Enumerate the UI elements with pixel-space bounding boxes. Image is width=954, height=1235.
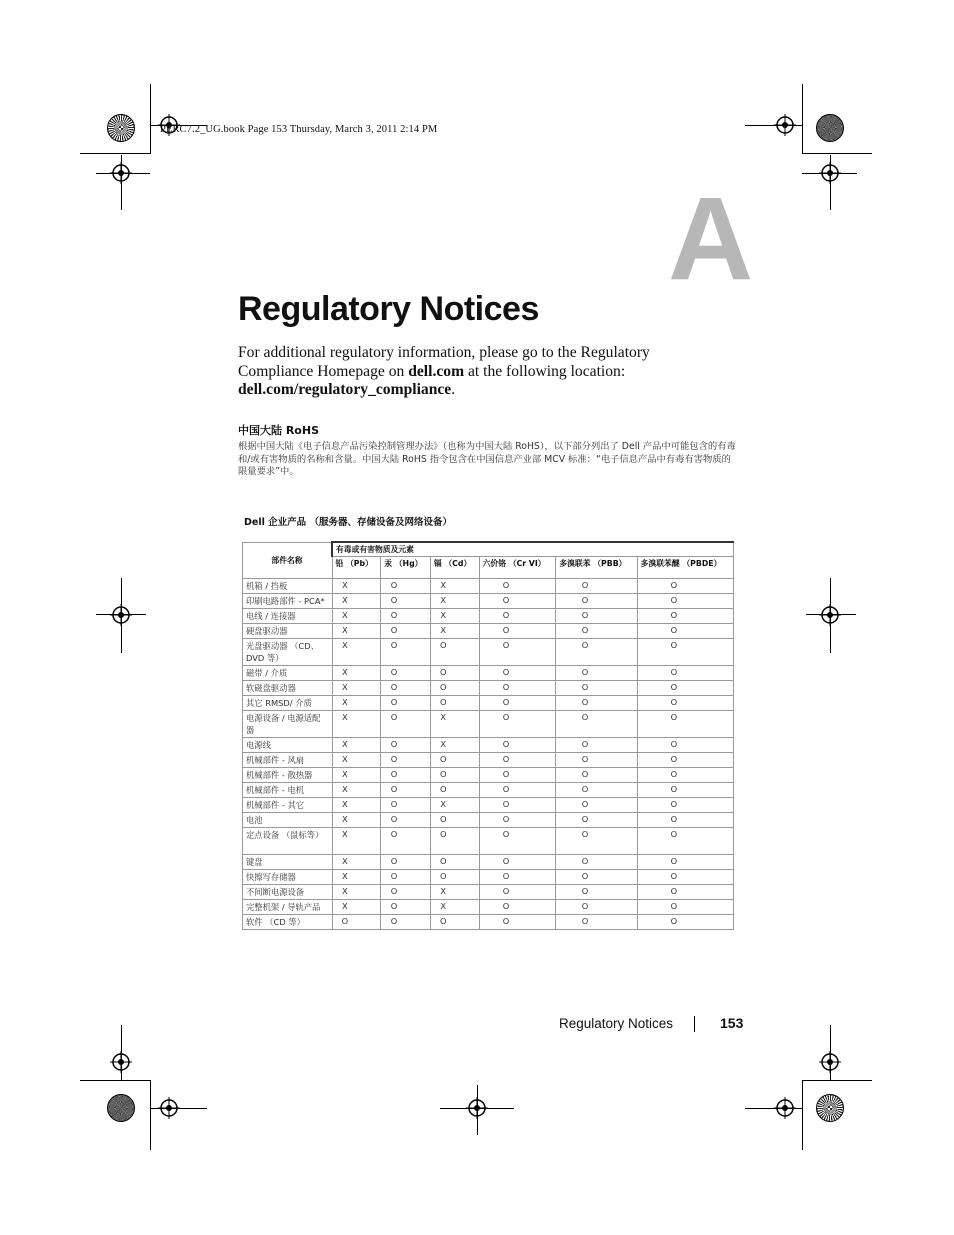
substance-value-cell: O	[381, 828, 431, 855]
substance-value-cell: O	[556, 579, 637, 594]
substance-value-cell: O	[430, 870, 479, 885]
substance-value-cell: X	[332, 696, 381, 711]
substance-value-cell: O	[637, 738, 733, 753]
intro-text: at the following location:	[464, 362, 626, 380]
registration-target-icon	[110, 1051, 132, 1073]
substance-header: 汞 （Hg）	[381, 557, 431, 579]
products-heading: Dell 企业产品 （服务器、存储设备及网络设备）	[244, 517, 452, 528]
rohs-paragraph: 根据中国大陆《电子信息产品污染控制管理办法》（也称为中国大陆 RoHS），以下部分列出了 Dell 产品中可能包含的有毒和/或有害物质的名称和含量。中国大陆 RoHS 指令包含在中国信息产业部 MCV 标准：“电子信息产品中有毒有害物质的限量要求”中。	[238, 441, 736, 477]
substance-value-cell: O	[430, 696, 479, 711]
substance-value-cell: O	[637, 855, 733, 870]
substance-value-cell: X	[430, 624, 479, 639]
part-name-cell: 电线 / 连接器	[243, 609, 333, 624]
table-row	[243, 828, 734, 855]
substance-value-cell: X	[332, 828, 381, 855]
substance-value-cell: O	[556, 768, 637, 783]
substance-value-cell: X	[332, 798, 381, 813]
substance-value-cell: O	[479, 870, 556, 885]
substance-value-cell: O	[637, 768, 733, 783]
footer-separator	[694, 1016, 695, 1032]
substance-value-cell: O	[479, 798, 556, 813]
substance-value-cell: X	[332, 885, 381, 900]
part-name-cell: 软磁盘驱动器	[243, 681, 333, 696]
substance-value-cell: O	[381, 798, 431, 813]
table-row	[243, 681, 734, 696]
substance-value-cell: O	[556, 624, 637, 639]
registration-target-icon	[774, 114, 796, 136]
part-name-cell: 硬盘驱动器	[243, 624, 333, 639]
substance-value-cell: X	[430, 885, 479, 900]
substance-value-cell: O	[637, 753, 733, 768]
substance-value-cell: O	[430, 639, 479, 666]
part-name-cell: 电池	[243, 813, 333, 828]
part-name-cell: 电源线	[243, 738, 333, 753]
substance-value-cell: X	[332, 783, 381, 798]
registration-target-icon	[158, 1097, 180, 1119]
substance-value-cell: O	[637, 915, 733, 930]
part-name-cell: 键盘	[243, 855, 333, 870]
substance-value-cell: O	[381, 900, 431, 915]
part-name-cell: 机械部件 - 散热器	[243, 768, 333, 783]
substance-value-cell: X	[430, 579, 479, 594]
substance-value-cell: X	[332, 753, 381, 768]
part-name-cell: 机箱 / 挡板	[243, 579, 333, 594]
substance-value-cell: O	[381, 639, 431, 666]
substance-value-cell: O	[479, 609, 556, 624]
part-name-cell: 电源设备 / 电源适配器	[243, 711, 333, 738]
substance-value-cell: O	[430, 753, 479, 768]
substance-value-cell: O	[556, 828, 637, 855]
substance-value-cell: O	[479, 711, 556, 738]
substance-value-cell: O	[556, 798, 637, 813]
regulatory-compliance-link[interactable]: dell.com/regulatory_compliance	[238, 381, 452, 398]
substance-value-cell: O	[637, 594, 733, 609]
substance-value-cell: O	[556, 855, 637, 870]
substance-value-cell: O	[479, 666, 556, 681]
table-row	[243, 579, 734, 594]
substance-value-cell: O	[556, 900, 637, 915]
substance-value-cell: O	[479, 624, 556, 639]
table-row	[243, 855, 734, 870]
substance-value-cell: O	[556, 594, 637, 609]
substance-value-cell: O	[556, 738, 637, 753]
substance-value-cell: O	[430, 783, 479, 798]
registration-target-icon	[819, 604, 841, 626]
substance-value-cell: O	[556, 885, 637, 900]
table-row	[243, 885, 734, 900]
substance-value-cell: O	[479, 681, 556, 696]
table-row	[243, 768, 734, 783]
substance-value-cell: O	[430, 681, 479, 696]
table-row	[243, 609, 734, 624]
substance-value-cell: O	[479, 753, 556, 768]
substance-value-cell: X	[332, 768, 381, 783]
substance-value-cell: O	[556, 813, 637, 828]
dell-com-link[interactable]: dell.com	[408, 362, 465, 380]
part-name-cell: 其它 RMSD/ 介质	[243, 696, 333, 711]
substance-value-cell: X	[332, 738, 381, 753]
substance-value-cell: O	[430, 813, 479, 828]
substance-value-cell: X	[332, 624, 381, 639]
substance-value-cell: O	[430, 666, 479, 681]
substances-group-header: 有毒或有害物质及元素	[332, 542, 734, 557]
substance-header: 六价铬 （Cr VI）	[479, 557, 556, 579]
table-row	[243, 915, 734, 930]
substance-value-cell: O	[637, 666, 733, 681]
substance-value-cell: O	[381, 696, 431, 711]
part-name-cell: 软件 （CD 等）	[243, 915, 333, 930]
substance-value-cell: O	[381, 681, 431, 696]
substance-header: 镉 （Cd）	[430, 557, 479, 579]
substance-header: 铅 （Pb）	[332, 557, 381, 579]
substance-value-cell: O	[637, 624, 733, 639]
table-row	[243, 594, 734, 609]
substance-value-cell: O	[381, 753, 431, 768]
starburst-target-icon	[107, 1094, 135, 1122]
substance-value-cell: O	[556, 870, 637, 885]
part-name-cell: 机械部件 - 电机	[243, 783, 333, 798]
substance-value-cell: O	[556, 696, 637, 711]
substance-value-cell: X	[332, 855, 381, 870]
table-row	[243, 813, 734, 828]
substance-value-cell: O	[381, 594, 431, 609]
registration-target-icon	[466, 1097, 488, 1119]
footer-section-label: Regulatory Notices	[559, 1016, 674, 1031]
rohs-table	[242, 541, 734, 930]
substance-value-cell: X	[430, 900, 479, 915]
substance-value-cell: X	[332, 900, 381, 915]
substance-value-cell: O	[637, 579, 733, 594]
substance-value-cell: X	[430, 798, 479, 813]
substance-value-cell: O	[479, 900, 556, 915]
substance-value-cell: O	[381, 711, 431, 738]
registration-target-icon	[110, 604, 132, 626]
substance-value-cell: O	[381, 579, 431, 594]
substance-value-cell: O	[479, 639, 556, 666]
page-title: Regulatory Notices	[238, 290, 539, 328]
substance-value-cell: O	[637, 900, 733, 915]
substance-value-cell: O	[381, 870, 431, 885]
chapter-letter: A	[668, 173, 754, 305]
substance-value-cell: O	[479, 915, 556, 930]
substance-value-cell: O	[381, 609, 431, 624]
substance-value-cell: O	[637, 813, 733, 828]
substance-value-cell: O	[556, 609, 637, 624]
substance-value-cell: O	[637, 885, 733, 900]
substance-value-cell: O	[479, 768, 556, 783]
substance-value-cell: X	[332, 579, 381, 594]
running-header: PERC7.2_UG.book Page 153 Thursday, March 3, 2011 2:14 PM	[160, 124, 438, 135]
part-name-cell: 不间断电源设备	[243, 885, 333, 900]
substance-value-cell: O	[430, 768, 479, 783]
substance-value-cell: O	[381, 666, 431, 681]
substance-value-cell: O	[381, 738, 431, 753]
substance-value-cell: X	[430, 711, 479, 738]
substance-value-cell: O	[556, 639, 637, 666]
substance-value-cell: O	[479, 594, 556, 609]
starburst-target-icon	[816, 1094, 844, 1122]
substance-value-cell: O	[430, 915, 479, 930]
substance-header: 多溴联苯醚 （PBDE）	[637, 557, 733, 579]
intro-text: .	[451, 381, 456, 398]
substance-value-cell: O	[381, 624, 431, 639]
part-name-cell: 印刷电路部件 - PCA*	[243, 594, 333, 609]
part-name-cell: 机械部件 - 风扇	[243, 753, 333, 768]
part-name-cell: 定点设备 （鼠标等）	[243, 828, 333, 855]
table-row	[243, 870, 734, 885]
substance-value-cell: O	[479, 828, 556, 855]
table-row	[243, 696, 734, 711]
registration-target-icon	[110, 162, 132, 184]
table-row	[243, 639, 734, 666]
substance-value-cell: O	[479, 855, 556, 870]
substance-value-cell: X	[332, 666, 381, 681]
part-name-cell: 快擦写存储器	[243, 870, 333, 885]
substance-value-cell: O	[637, 870, 733, 885]
substance-value-cell: O	[381, 885, 431, 900]
substance-value-cell: O	[430, 855, 479, 870]
table-row	[243, 624, 734, 639]
part-name-header: 部件名称	[243, 542, 333, 579]
substance-value-cell: O	[381, 813, 431, 828]
substance-value-cell: O	[556, 666, 637, 681]
substance-value-cell: O	[381, 783, 431, 798]
substance-value-cell: O	[637, 681, 733, 696]
substance-value-cell: X	[332, 681, 381, 696]
substance-value-cell: O	[637, 639, 733, 666]
starburst-target-icon	[816, 114, 844, 142]
page-number: 153	[720, 1015, 744, 1031]
registration-target-icon	[819, 1051, 841, 1073]
substance-value-cell: O	[332, 915, 381, 930]
substance-value-cell: O	[479, 813, 556, 828]
substance-value-cell: X	[332, 639, 381, 666]
substance-value-cell: X	[332, 813, 381, 828]
substance-value-cell: O	[556, 753, 637, 768]
substance-value-cell: O	[637, 783, 733, 798]
substance-value-cell: O	[381, 915, 431, 930]
substance-value-cell: X	[332, 711, 381, 738]
intro-paragraph	[238, 344, 708, 400]
table-row	[243, 783, 734, 798]
substance-value-cell: O	[556, 711, 637, 738]
registration-target-icon	[774, 1097, 796, 1119]
substance-value-cell: O	[637, 711, 733, 738]
table-row	[243, 753, 734, 768]
intro-text: For additional regulatory information, please go to the Regulatory Compliance Homepage on	[238, 344, 650, 380]
substance-value-cell: X	[332, 609, 381, 624]
part-name-cell: 光盘驱动器 （CD、 DVD 等）	[243, 639, 333, 666]
table-row	[243, 900, 734, 915]
substance-header: 多溴联苯 （PBB）	[556, 557, 637, 579]
substance-value-cell: O	[479, 738, 556, 753]
substance-value-cell: X	[430, 609, 479, 624]
substance-value-cell: O	[556, 681, 637, 696]
part-name-cell: 机械部件 - 其它	[243, 798, 333, 813]
table-row	[243, 711, 734, 738]
rohs-heading: 中国大陆 RoHS	[238, 424, 319, 437]
substance-value-cell: O	[637, 828, 733, 855]
substance-value-cell: O	[381, 855, 431, 870]
part-name-cell: 磁带 / 介质	[243, 666, 333, 681]
substance-value-cell: O	[381, 768, 431, 783]
substance-value-cell: O	[556, 915, 637, 930]
registration-target-icon	[819, 162, 841, 184]
substance-value-cell: X	[430, 594, 479, 609]
substance-value-cell: O	[479, 885, 556, 900]
substance-value-cell: O	[556, 783, 637, 798]
substance-value-cell: O	[479, 696, 556, 711]
substance-value-cell: O	[479, 783, 556, 798]
starburst-target-icon	[107, 114, 135, 142]
substance-value-cell: O	[637, 696, 733, 711]
table-row	[243, 738, 734, 753]
substance-value-cell: O	[479, 579, 556, 594]
table-row	[243, 798, 734, 813]
substance-value-cell: O	[430, 828, 479, 855]
substance-value-cell: X	[430, 738, 479, 753]
part-name-cell: 完整机架 / 导轨产品	[243, 900, 333, 915]
substance-value-cell: O	[637, 609, 733, 624]
substance-value-cell: O	[637, 798, 733, 813]
substance-value-cell: X	[332, 870, 381, 885]
table-row	[243, 666, 734, 681]
substance-value-cell: X	[332, 594, 381, 609]
